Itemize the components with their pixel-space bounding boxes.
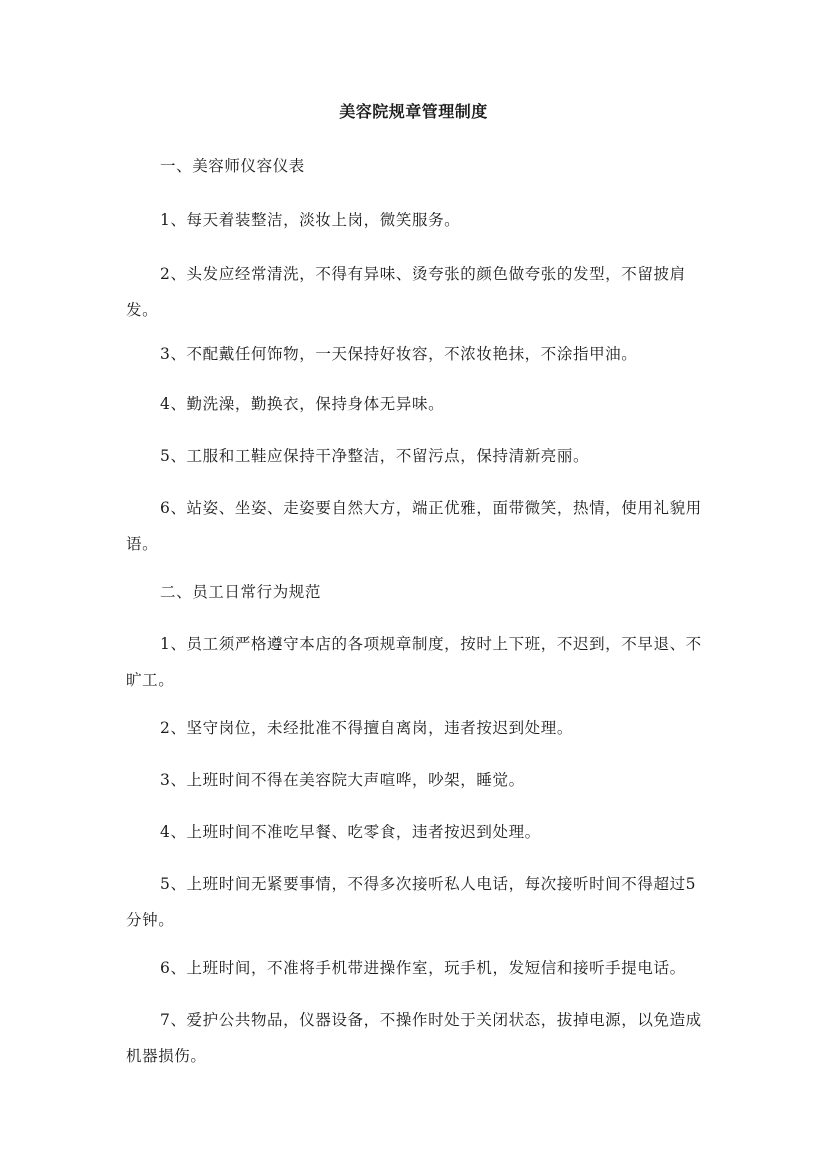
paragraph: 4、上班时间不准吃早餐、吃零食，违者按迟到处理。 bbox=[160, 823, 541, 841]
paragraph: 1、员工须严格遵守本店的各项规章制度，按时上下班，不迟到，不早退、不旷工。 bbox=[126, 635, 702, 689]
paragraph: 2、头发应经常清洗，不得有异味、烫夸张的颜色做夸张的发型，不留披肩发。 bbox=[126, 265, 686, 319]
paragraph: 1、每天着装整洁，淡妆上岗，微笑服务。 bbox=[160, 211, 461, 229]
paragraph: 4、勤洗澡，勤换衣，保持身体无异味。 bbox=[160, 395, 445, 413]
paragraph: 2、坚守岗位，未经批准不得擅自离岗，违者按迟到处理。 bbox=[160, 719, 573, 737]
document-title: 美容院规章管理制度 bbox=[339, 102, 488, 121]
paragraph: 7、爱护公共物品，仪器设备，不操作时处于关闭状态，拔掉电源，以免造成机器损伤。 bbox=[126, 1011, 702, 1065]
paragraph: 3、不配戴任何饰物，一天保持好妆容，不浓妆艳抹，不涂指甲油。 bbox=[160, 345, 638, 363]
paragraph: 6、上班时间，不准将手机带进操作室，玩手机，发短信和接听手提电话。 bbox=[160, 959, 686, 977]
paragraph: 5、上班时间无紧要事情，不得多次接听私人电话，每次接听时间不得超过5分钟。 bbox=[126, 875, 697, 929]
paragraph: 6、站姿、坐姿、走姿要自然大方，端正优雅，面带微笑，热情，使用礼貌用语。 bbox=[126, 499, 702, 553]
section-heading-1: 一、美容师仪容仪表 bbox=[160, 157, 305, 175]
paragraph: 5、工服和工鞋应保持干净整洁，不留污点，保持清新亮丽。 bbox=[160, 447, 590, 465]
paragraph: 3、上班时间不得在美容院大声喧哗，吵架，睡觉。 bbox=[160, 771, 525, 789]
section-heading-2: 二、员工日常行为规范 bbox=[160, 583, 322, 601]
